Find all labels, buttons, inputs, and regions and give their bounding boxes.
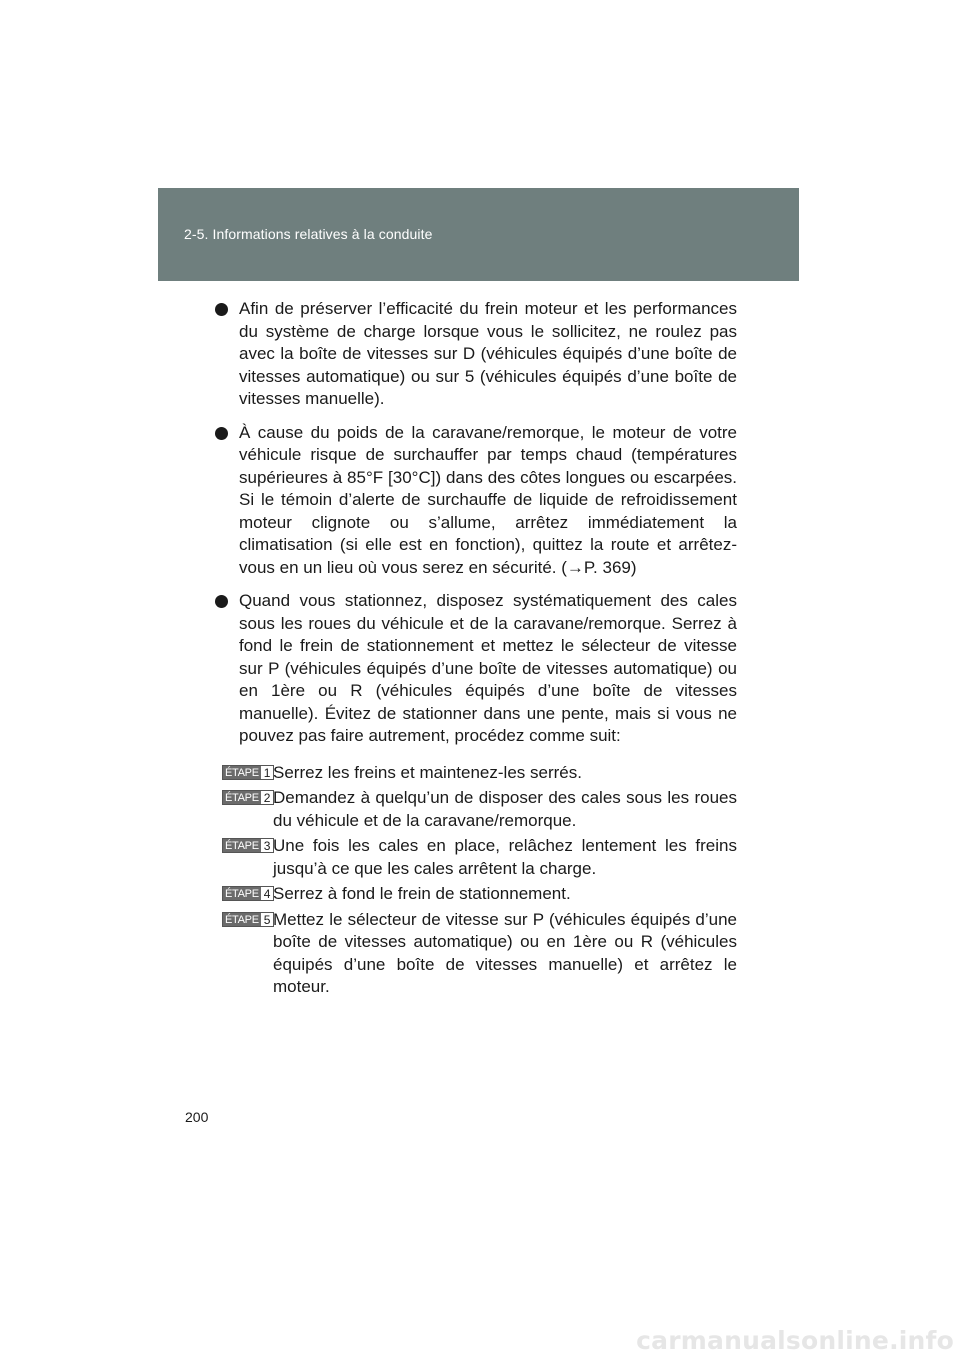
bullet-item bbox=[215, 590, 737, 748]
step-badge-number: 1 bbox=[261, 766, 274, 779]
bullet-text: Quand vous stationnez, disposez systématiquement des cales sous les roues du véhicule et de la caravane/remorque. Serrez à fond le frein de stationnement et mettez le sélecteur de vitesse sur P (véhicules équipés d’une boîte de vitesses automatique) ou en 1ère ou R (véhicules équipés d’une boîte de vitesses manuelle). Évitez de stationner dans une pente, mais si vous ne pouvez pas faire autrement, procédez comme suit: bbox=[239, 591, 737, 745]
section-header-band bbox=[158, 188, 799, 281]
step-badge-label: ÉTAPE bbox=[225, 913, 259, 926]
watermark-text: carmanualsonline.info bbox=[636, 1326, 954, 1355]
step-badge-number: 2 bbox=[261, 791, 274, 804]
step-badge-label: ÉTAPE bbox=[225, 792, 259, 804]
step-item bbox=[215, 762, 737, 785]
step-text: Une fois les cales en place, relâchez lentement les freins jusqu’à ce que les cales arrêtent la charge. bbox=[273, 836, 737, 878]
bullet-text: Afin de préserver l’efficacité du frein moteur et les performances du système de charge lorsque vous le sollicitez, ne roulez pas avec la boîte de vitesses sur D (véhicules équipés d’une boîte de vitesses automatique) ou sur 5 (véhicules équipés d’une boîte de vitesses manuelle). bbox=[239, 299, 737, 408]
step-badge bbox=[222, 886, 274, 901]
page-number: 200 bbox=[185, 1109, 209, 1125]
step-badge-number: 3 bbox=[261, 839, 274, 852]
step-item bbox=[215, 835, 737, 880]
bullet-item bbox=[215, 422, 737, 580]
step-item bbox=[215, 883, 737, 906]
step-badge-label: ÉTAPE bbox=[225, 766, 259, 779]
step-item bbox=[215, 787, 737, 832]
step-badge-label: ÉTAPE bbox=[225, 840, 259, 852]
page-content bbox=[215, 298, 737, 1002]
step-badge bbox=[222, 912, 274, 927]
step-text: Demandez à quelqu’un de disposer des cales sous les roues du véhicule et de la caravane/remorque. bbox=[273, 788, 737, 830]
bullet-item bbox=[215, 298, 737, 411]
step-badge bbox=[222, 790, 274, 805]
step-text: Serrez à fond le frein de stationnement. bbox=[273, 884, 571, 903]
step-item bbox=[215, 909, 737, 999]
step-badge-number: 4 bbox=[261, 887, 274, 900]
step-badge bbox=[222, 765, 274, 780]
bullet-dot-icon bbox=[215, 303, 228, 316]
bullet-dot-icon bbox=[215, 427, 228, 440]
bullet-text: À cause du poids de la caravane/remorque, le moteur de votre véhicule risque de surchauffer par temps chaud (températures supérieures à 85°F [30°C]) dans des côtes longues ou escarpées. Si le témoin d’alerte de surchauffe de liquide de refroidissement moteur clignote ou s’allume, arrêtez immédiatement la climatisation (si elle est en fonction), quittez la route et arrêtez-vous en un lieu où vous serez en sécurité. (→P. 369) bbox=[239, 422, 737, 577]
step-text: Mettez le sélecteur de vitesse sur P (véhicules équipés d’une boîte de vitesses automatique) ou en 1ère ou R (véhicules équipés d’une boîte de vitesses manuelle) et arrêtez le moteur. bbox=[273, 909, 737, 996]
step-badge bbox=[222, 838, 274, 853]
step-badge-number: 5 bbox=[261, 913, 274, 926]
bullet-dot-icon bbox=[215, 595, 228, 608]
section-title: 2-5. Informations relatives à la conduite bbox=[184, 226, 433, 242]
step-list bbox=[215, 762, 737, 999]
step-text: Serrez les freins et maintenez-les serrés. bbox=[273, 762, 582, 782]
step-badge-label: ÉTAPE bbox=[225, 888, 259, 900]
